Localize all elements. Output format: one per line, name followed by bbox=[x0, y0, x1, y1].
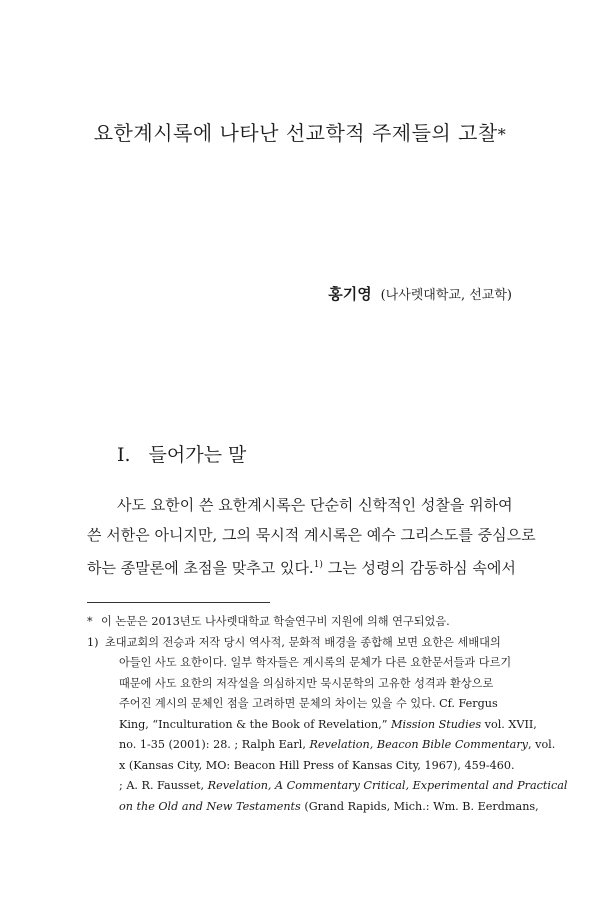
footnote-1-line: 때문에 사도 요한의 저작설을 의심하지만 묵시문학의 고유한 성격과 환상으로 bbox=[119, 676, 494, 690]
footnote-text: (Grand Rapids, Mich.: Wm. B. Eerdmans, bbox=[300, 799, 539, 813]
footnote-divider bbox=[87, 602, 270, 603]
body-line: 쓴 서한은 아니지만, 그의 묵시적 계시록은 예수 그리스도를 중심으로 bbox=[87, 526, 536, 544]
journal-title: Mission Studies bbox=[391, 717, 482, 731]
footnote-ref-1: 1) bbox=[313, 560, 323, 570]
body-line: 사도 요한이 쓴 요한계시록은 단순히 신학적인 성찰을 위하여 bbox=[117, 496, 513, 514]
body-paragraph bbox=[87, 490, 536, 583]
footnote-1-line bbox=[87, 776, 568, 797]
footnote-1-line: 주어진 계시의 문체인 점을 고려하면 문체의 차이는 있을 수 있다. Cf. Fergus bbox=[119, 697, 498, 710]
author-name: 홍기영 bbox=[328, 285, 372, 303]
footnote-text: vol. XVII, bbox=[481, 717, 537, 731]
paper-title bbox=[0, 117, 600, 146]
book-title: Revelation, A Commentary Critical, Experimental and Practical bbox=[207, 779, 568, 792]
footnotes bbox=[87, 612, 568, 817]
section-number: I. bbox=[117, 444, 131, 466]
footnote-1-line: x (Kansas City, MO: Beacon Hill Press of Kansas City, 1967), 459-460. bbox=[119, 758, 515, 772]
footnote-1-line: 아들인 사도 요한이다. 일부 학자들은 계시록의 문체가 다른 요한문서들과 다르기 bbox=[119, 656, 512, 669]
author-affiliation: (나사렛대학교, 선교학) bbox=[380, 288, 512, 303]
footnote-1-line bbox=[87, 633, 512, 654]
footnote-text: King, “Inculturation & the Book of Revelation,” bbox=[119, 717, 392, 731]
paper-title-text: 요한계시록에 나타난 선교학적 주제들의 고찰 bbox=[93, 121, 498, 145]
footnote-star-text: 이 논문은 2013년도 나사렛대학교 학술연구비 지원에 의해 연구되었음. bbox=[101, 615, 450, 628]
footnote-text: ; A. R. Fausset, bbox=[119, 779, 208, 792]
footnote-star-marker: * bbox=[87, 615, 93, 628]
footnote-text: no. 1-35 (2001): 28. ; Ralph Earl, bbox=[119, 738, 310, 751]
body-line-text: 그는 성령의 감동하심 속에서 bbox=[322, 559, 516, 577]
footnote-1-line bbox=[87, 715, 537, 736]
book-title: Revelation, Beacon Bible Commentary bbox=[309, 738, 529, 751]
footnote-star bbox=[87, 612, 512, 633]
book-title: on the Old and New Testaments bbox=[119, 799, 301, 813]
footnote-1-marker: 1) bbox=[87, 635, 99, 649]
author-line bbox=[328, 283, 512, 304]
footnote-text: , vol. bbox=[528, 738, 556, 751]
title-footnote-marker: * bbox=[497, 125, 507, 144]
footnote-1-line bbox=[87, 797, 539, 818]
section-title: 들어가는 말 bbox=[148, 444, 247, 466]
section-heading bbox=[117, 440, 246, 467]
body-line-text: 하는 종말론에 초점을 맞추고 있다. bbox=[87, 559, 314, 577]
body-line bbox=[87, 550, 516, 583]
footnote-text: 초대교회의 전승과 저작 당시 역사적, 문화적 배경을 종합해 보면 요한은 세배대의 bbox=[105, 635, 501, 649]
footnote-1-line bbox=[87, 735, 556, 756]
